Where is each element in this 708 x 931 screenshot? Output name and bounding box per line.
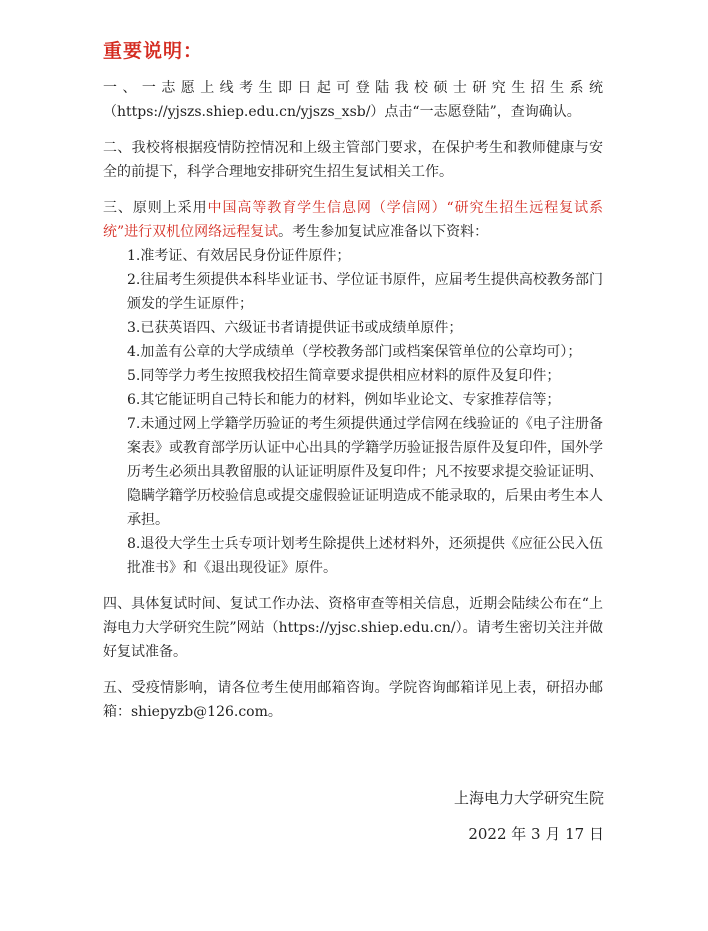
document-date: 2022 年 3 月 17 日 xyxy=(468,825,604,843)
signature: 上海电力大学研究生院 xyxy=(453,789,604,807)
list-item: 8.退役大学生士兵专项计划考生除提供上述材料外，还须提供《应征公民入伍批准书》和《退出现役证》原件。 xyxy=(127,536,603,576)
paragraph-3-prefix: 三、原则上采用 xyxy=(103,200,208,216)
paragraph-3-suffix: 。考生参加复试应准备以下资料： xyxy=(278,224,489,240)
page-heading: 重要说明： xyxy=(103,40,204,62)
paragraph-3 xyxy=(103,196,603,244)
list-item: 1.准考证、有效居民身份证件原件； xyxy=(127,248,351,264)
list-item: 6.其它能证明自己特长和能力的材料，例如毕业论文、专家推荐信等； xyxy=(127,392,561,408)
list-item: 3.已获英语四、六级证书者请提供证书或成绩单原件； xyxy=(127,320,463,336)
list-item: 5.同等学力考生按照我校招生简章要求提供相应材料的原件及复印件； xyxy=(127,368,561,384)
list-item: 4.加盖有公章的大学成绩单（学校教务部门或档案保管单位的公章均可）； xyxy=(127,344,582,360)
document-body xyxy=(103,76,603,736)
paragraph-1: 一、一志愿上线考生即日起可登陆我校硕士研究生招生系统（https://yjszs.shiep.edu.cn/yjszs_xsb/）点击“一志愿登陆”，查询确认。 xyxy=(103,80,603,120)
paragraph-3-highlight: 中国高等教育学生信息网（学信网）“研究生招生远程复试系统”进行双机位网络远程复试 xyxy=(103,200,604,240)
materials-list xyxy=(103,244,603,580)
paragraph-5: 五、受疫情影响，请各位考生使用邮箱咨询。学院咨询邮箱详见上表，研招办邮箱：shiepyzb@126.com。 xyxy=(103,680,603,720)
list-item: 2.往届考生须提供本科毕业证书、学位证书原件，应届考生提供高校教务部门颁发的学生证原件； xyxy=(127,272,603,312)
paragraph-4: 四、具体复试时间、复试工作办法、资格审查等相关信息，近期会陆续公布在“上海电力大学研究生院”网站（https://yjsc.shiep.edu.cn/）。请考生密切关注并做好复试准备。 xyxy=(103,596,603,660)
list-item: 7.未通过网上学籍学历验证的考生须提供通过学信网在线验证的《电子注册备案表》或教育部学历认证中心出具的学籍学历验证报告原件及复印件，国外学历考生必须出具教留服的认证证明原件及复印件；凡不按要求提交验证证明、隐瞒学籍学历校验信息或提交虚假验证证明造成不能录取的，后果由考生本人承担。 xyxy=(127,416,603,528)
paragraph-2: 二、我校将根据疫情防控情况和上级主管部门要求，在保护考生和教师健康与安全的前提下，科学合理地安排研究生招生复试相关工作。 xyxy=(103,140,603,180)
